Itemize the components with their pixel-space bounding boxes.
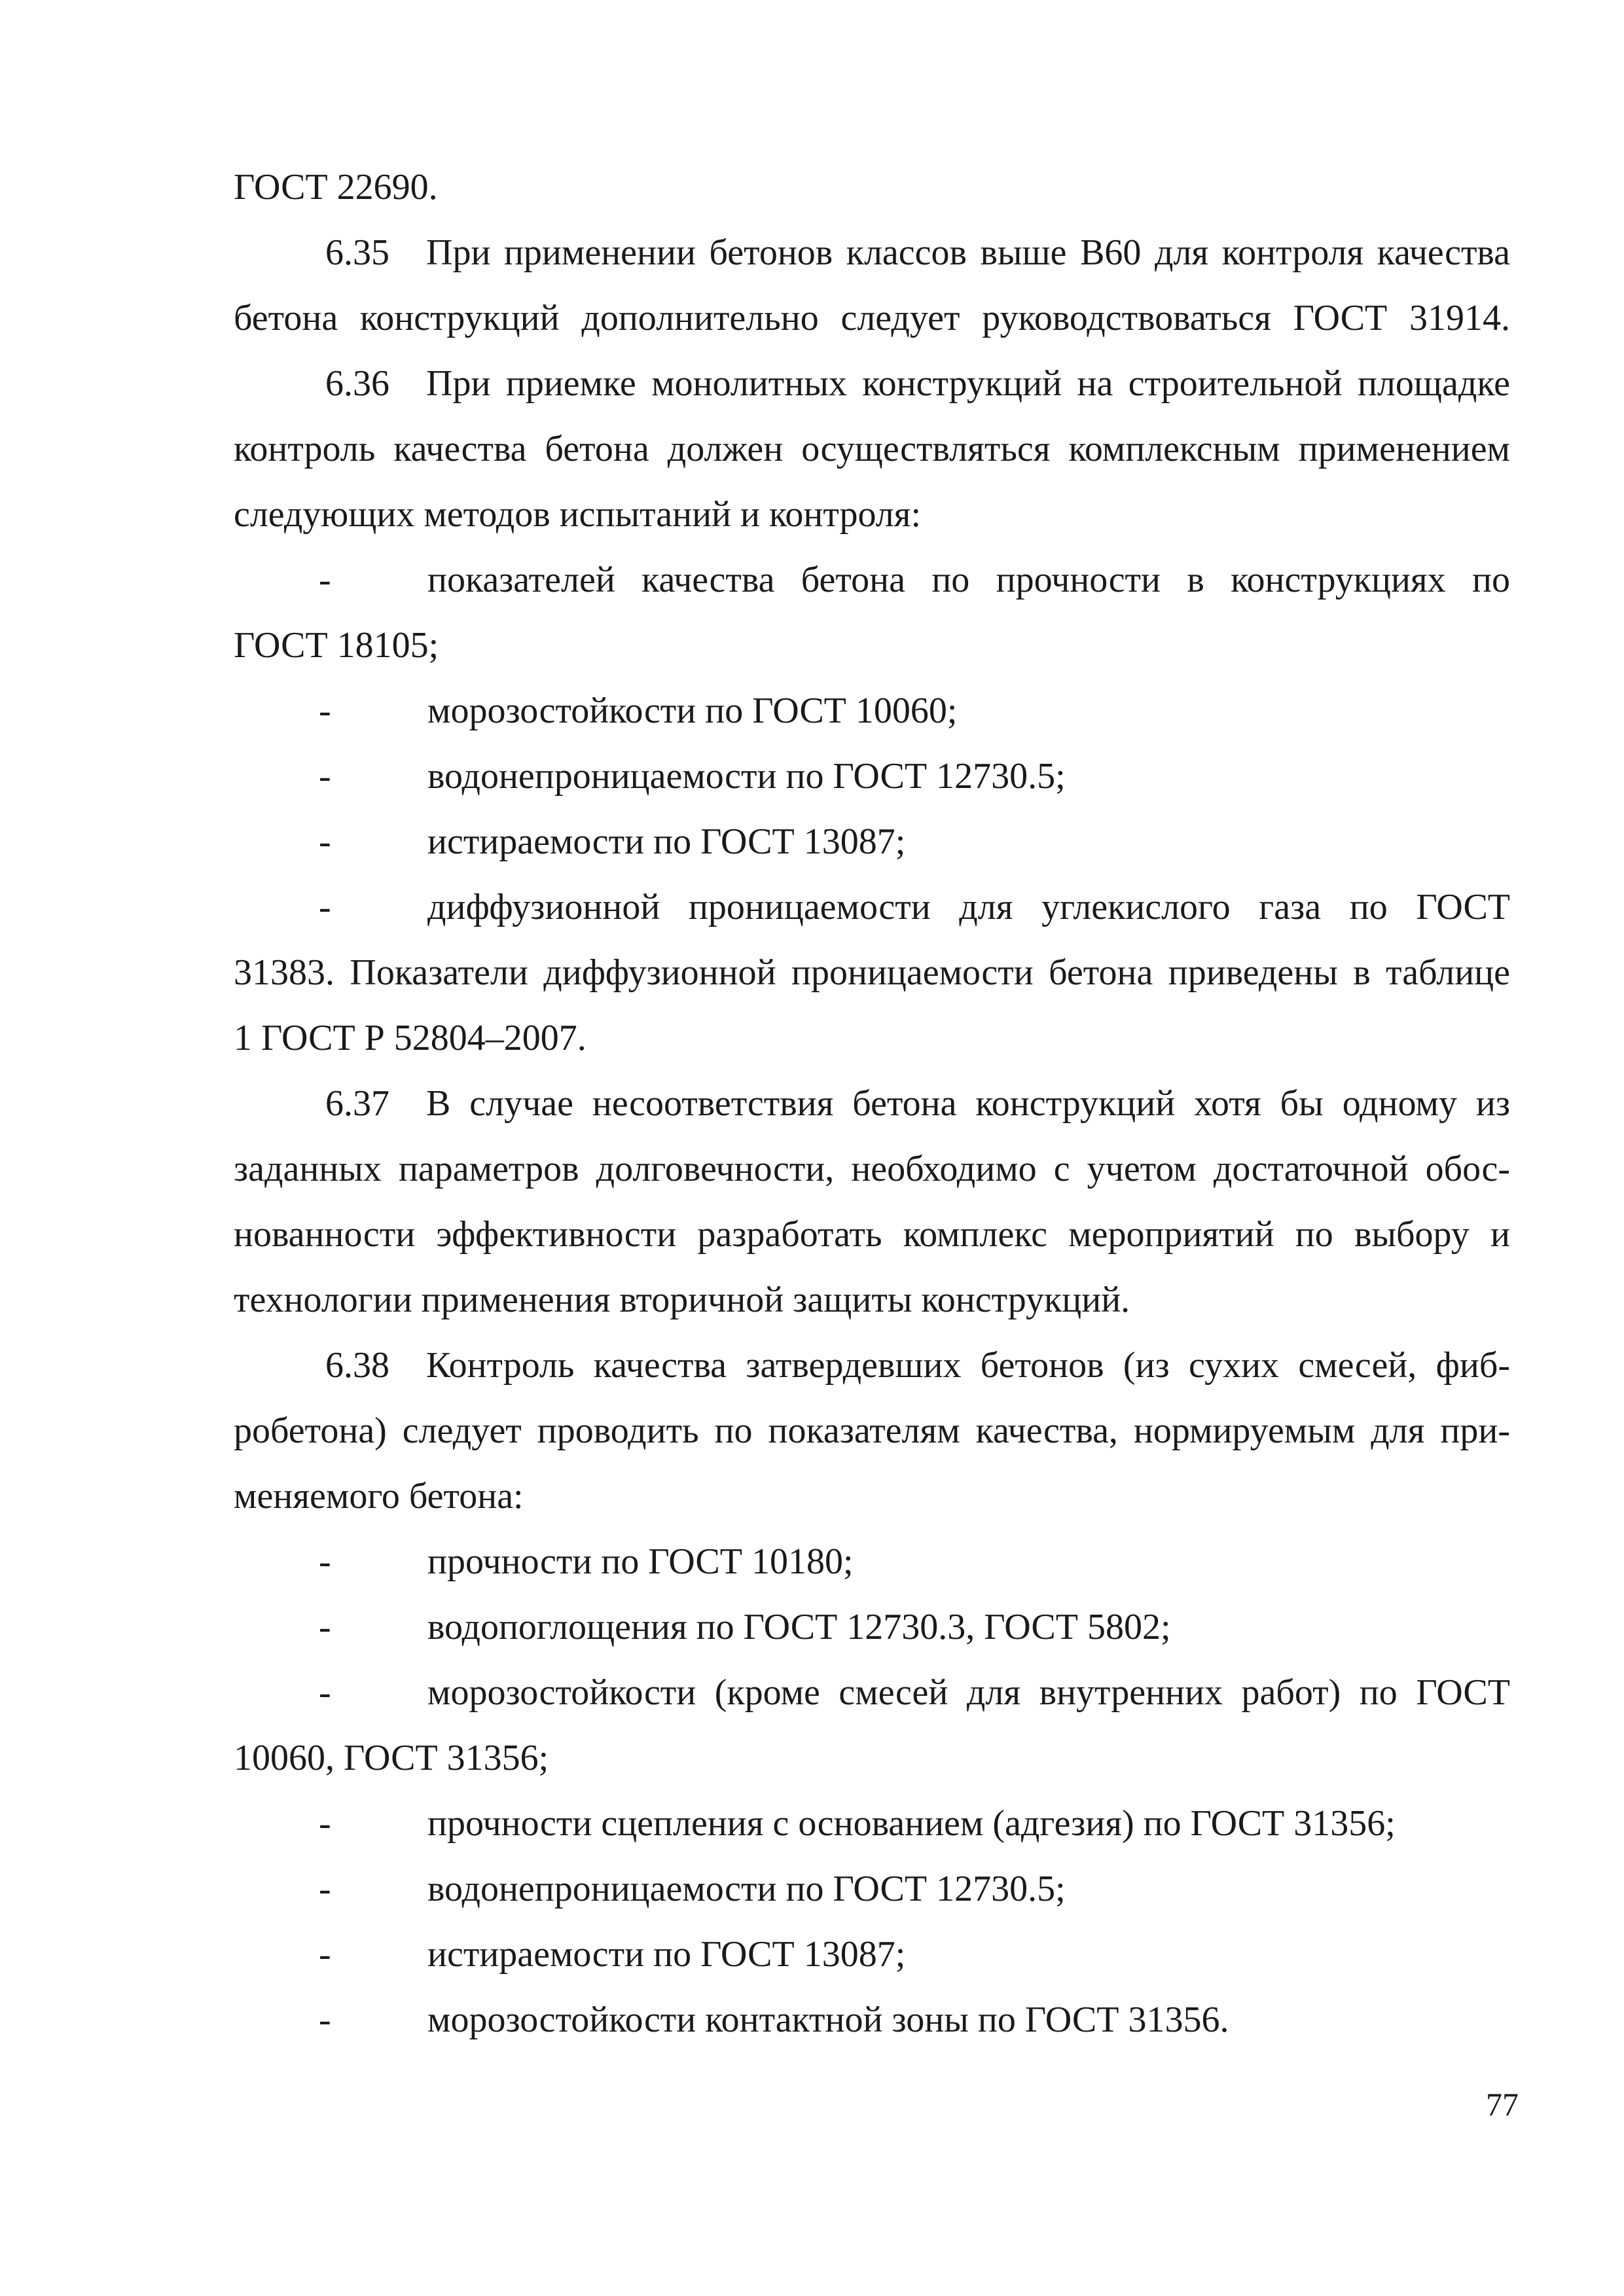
text-segment: При приемке монолитных конструкций на строительной площадке [426, 363, 1510, 404]
paragraph-6-36-line-2: контроль качества бетона должен осуществляться комплексным применением [234, 429, 1510, 469]
list-item-text: прочности по ГОСТ 10180; [427, 1541, 854, 1582]
paragraph-6-35-line-1 [234, 220, 1510, 285]
list-item-text: прочности сцепления с основанием (адгезия) по ГОСТ 31356; [427, 1803, 1396, 1844]
list-item-text: водонепроницаемости по ГОСТ 12730.5; [427, 756, 1066, 797]
dash-marker: - [319, 560, 331, 600]
paragraph-6-36-line-3: следующих методов испытаний и контроля: [234, 494, 921, 535]
dash-marker: - [319, 691, 331, 731]
list-item-text: диффузионной проницаемости для углекислого газа по ГОСТ [427, 887, 1510, 927]
list-item [234, 1856, 1510, 1922]
page-body [234, 154, 1510, 2053]
clause-number: 6.37 [325, 1083, 389, 1124]
list-item [234, 1791, 1510, 1856]
list-item-text: истираемости по ГОСТ 13087; [427, 1934, 906, 1975]
list-item-text: истираемости по ГОСТ 13087; [427, 821, 906, 862]
dash-marker: - [319, 1607, 331, 1647]
dash-marker: - [319, 821, 331, 862]
list-item-continuation: 1 ГОСТ Р 52804–2007. [234, 1018, 586, 1058]
list-item-text: водонепроницаемости по ГОСТ 12730.5; [427, 1869, 1066, 1909]
list-item [234, 1922, 1510, 1987]
clause-number: 6.36 [325, 363, 389, 404]
list-item [234, 1594, 1510, 1660]
paragraph-6-35-line-2: бетона конструкций дополнительно следует руководствоваться ГОСТ 31914. [234, 298, 1510, 338]
paragraph-6-38-line-1 [234, 1333, 1510, 1398]
paragraph-6-38-line-3: меняемого бетона: [234, 1476, 524, 1516]
list-item-text: морозостойкости по ГОСТ 10060; [427, 691, 958, 731]
list-item-continuation: 10060, ГОСТ 31356; [234, 1738, 549, 1778]
paragraph-6-37-line-4: технологии применения вторичной защиты конструкций. [234, 1280, 1130, 1320]
page-number: 77 [1486, 2086, 1519, 2123]
list-item-continuation: 31383. Показатели диффузионной проницаемости бетона приведены в таблице [234, 952, 1510, 993]
text-segment: Контроль качества затвердевших бетонов (из сухих смесей, фиб- [426, 1345, 1510, 1386]
list-item-text: показателей качества бетона по прочности в конструкциях по [427, 560, 1510, 600]
dash-marker: - [319, 2000, 331, 2040]
dash-marker: - [319, 1869, 331, 1909]
paragraph-6-37-line-3: нованности эффективности разработать комплекс мероприятий по выбору и [234, 1214, 1510, 1255]
list-item [234, 1529, 1510, 1594]
text-segment: В случае несоответствия бетона конструкций хотя бы одному из [426, 1083, 1510, 1124]
list-item [234, 547, 1510, 613]
list-item [234, 1987, 1510, 2053]
list-item [234, 874, 1510, 940]
clause-number: 6.35 [325, 232, 389, 273]
dash-marker: - [319, 887, 331, 927]
text-line: ГОСТ 22690. [234, 167, 438, 207]
list-item-text: морозостойкости контактной зоны по ГОСТ 31356. [427, 2000, 1229, 2040]
list-item-continuation: ГОСТ 18105; [234, 625, 439, 666]
list-item-text: морозостойкости (кроме смесей для внутренних работ) по ГОСТ [427, 1672, 1510, 1713]
list-item [234, 809, 1510, 874]
clause-number: 6.38 [325, 1345, 389, 1386]
text-segment: При применении бетонов классов выше В60 для контроля качества [426, 232, 1510, 273]
paragraph-6-38-line-2: робетона) следует проводить по показателям качества, нормируемым для при- [234, 1410, 1510, 1451]
list-item-text: водопоглощения по ГОСТ 12730.3, ГОСТ 5802; [427, 1607, 1171, 1647]
paragraph-6-37-line-2: заданных параметров долговечности, необходимо с учетом достаточной обос- [234, 1149, 1510, 1189]
dash-marker: - [319, 756, 331, 797]
dash-marker: - [319, 1803, 331, 1844]
list-item [234, 1660, 1510, 1725]
paragraph-6-36-line-1 [234, 351, 1510, 416]
paragraph-6-37-line-1 [234, 1071, 1510, 1136]
list-item [234, 744, 1510, 809]
dash-marker: - [319, 1541, 331, 1582]
list-item [234, 678, 1510, 744]
dash-marker: - [319, 1934, 331, 1975]
dash-marker: - [319, 1672, 331, 1713]
